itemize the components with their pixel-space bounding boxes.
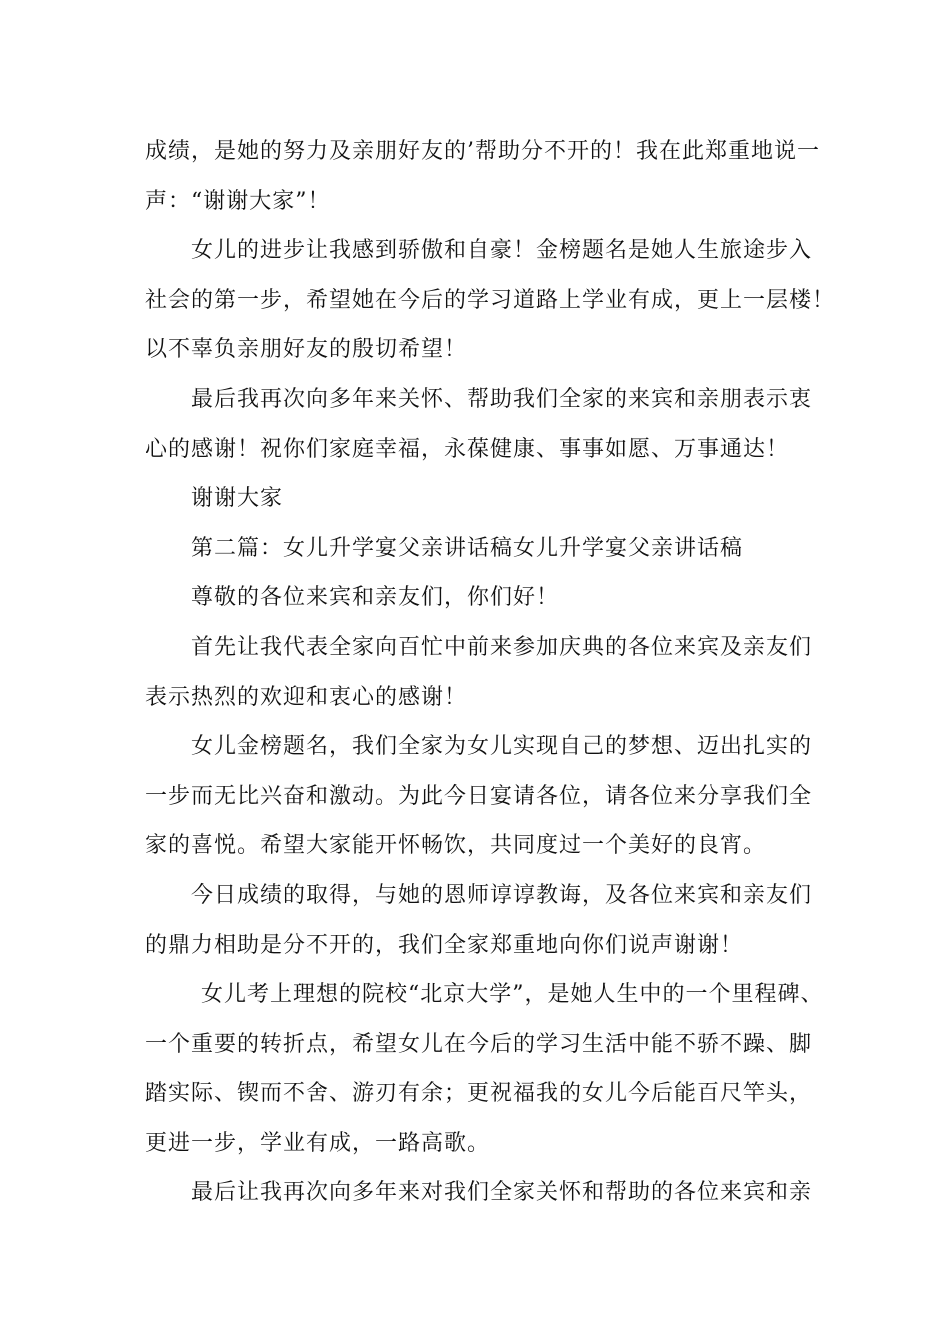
text-line: 以不辜负亲朋好友的殷切希望！: [145, 337, 468, 363]
text-line: 的鼎力相助是分不开的，我们全家郑重地向你们说声谢谢！: [145, 932, 744, 958]
text-line: 一步而无比兴奋和激动。为此今日宴请各位，请各位来分享我们全: [145, 783, 813, 809]
text-line: 表示热烈的欢迎和衷心的感谢！: [145, 684, 468, 710]
text-line: 更进一步，学业有成，一路高歌。: [145, 1130, 491, 1156]
document-body: [145, 127, 835, 1218]
text-line: 心的感谢！祝你们家庭幸福，永葆健康、事事如愿、万事通达！: [145, 436, 790, 462]
text-line: 踏实际、锲而不舍、游刃有余；更祝福我的女儿今后能百尺竿头，: [145, 1081, 813, 1107]
text-line: 首先让我代表全家向百忙中前来参加庆典的各位来宾及亲友们: [191, 634, 813, 660]
text-line: 声：“谢谢大家”！: [145, 188, 331, 214]
section-heading: 第二篇：女儿升学宴父亲讲话稿女儿升学宴父亲讲话稿: [191, 535, 744, 561]
text-line: 社会的第一步，希望她在今后的学习道路上学业有成，更上一层楼！: [145, 287, 836, 313]
text-line: 一个重要的转折点，希望女儿在今后的学习生活中能不骄不躁、脚: [145, 1031, 813, 1057]
text-line: 最后让我再次向多年来对我们全家关怀和帮助的各位来宾和亲: [191, 1180, 813, 1206]
text-line: 家的喜悦。希望大家能开怀畅饮，共同度过一个美好的良宵。: [145, 833, 767, 859]
text-line: 女儿金榜题名，我们全家为女儿实现自己的梦想、迈出扎实的: [191, 734, 813, 760]
text-line: 最后我再次向多年来关怀、帮助我们全家的来宾和亲朋表示衷: [191, 386, 813, 412]
text-line: 女儿考上理想的院校“北京大学”，是她人生中的一个里程碑、: [201, 982, 824, 1008]
text-line: 尊敬的各位来宾和亲友们，你们好！: [191, 585, 560, 611]
text-line: 谢谢大家: [191, 486, 284, 512]
text-line: 女儿的进步让我感到骄傲和自豪！金榜题名是她人生旅途步入: [191, 238, 813, 264]
text-line: 今日成绩的取得，与她的恩师谆谆教诲，及各位来宾和亲友们: [191, 882, 813, 908]
text-line: 成绩，是她的努力及亲朋好友的’帮助分不开的！我在此郑重地说一: [145, 139, 820, 164]
